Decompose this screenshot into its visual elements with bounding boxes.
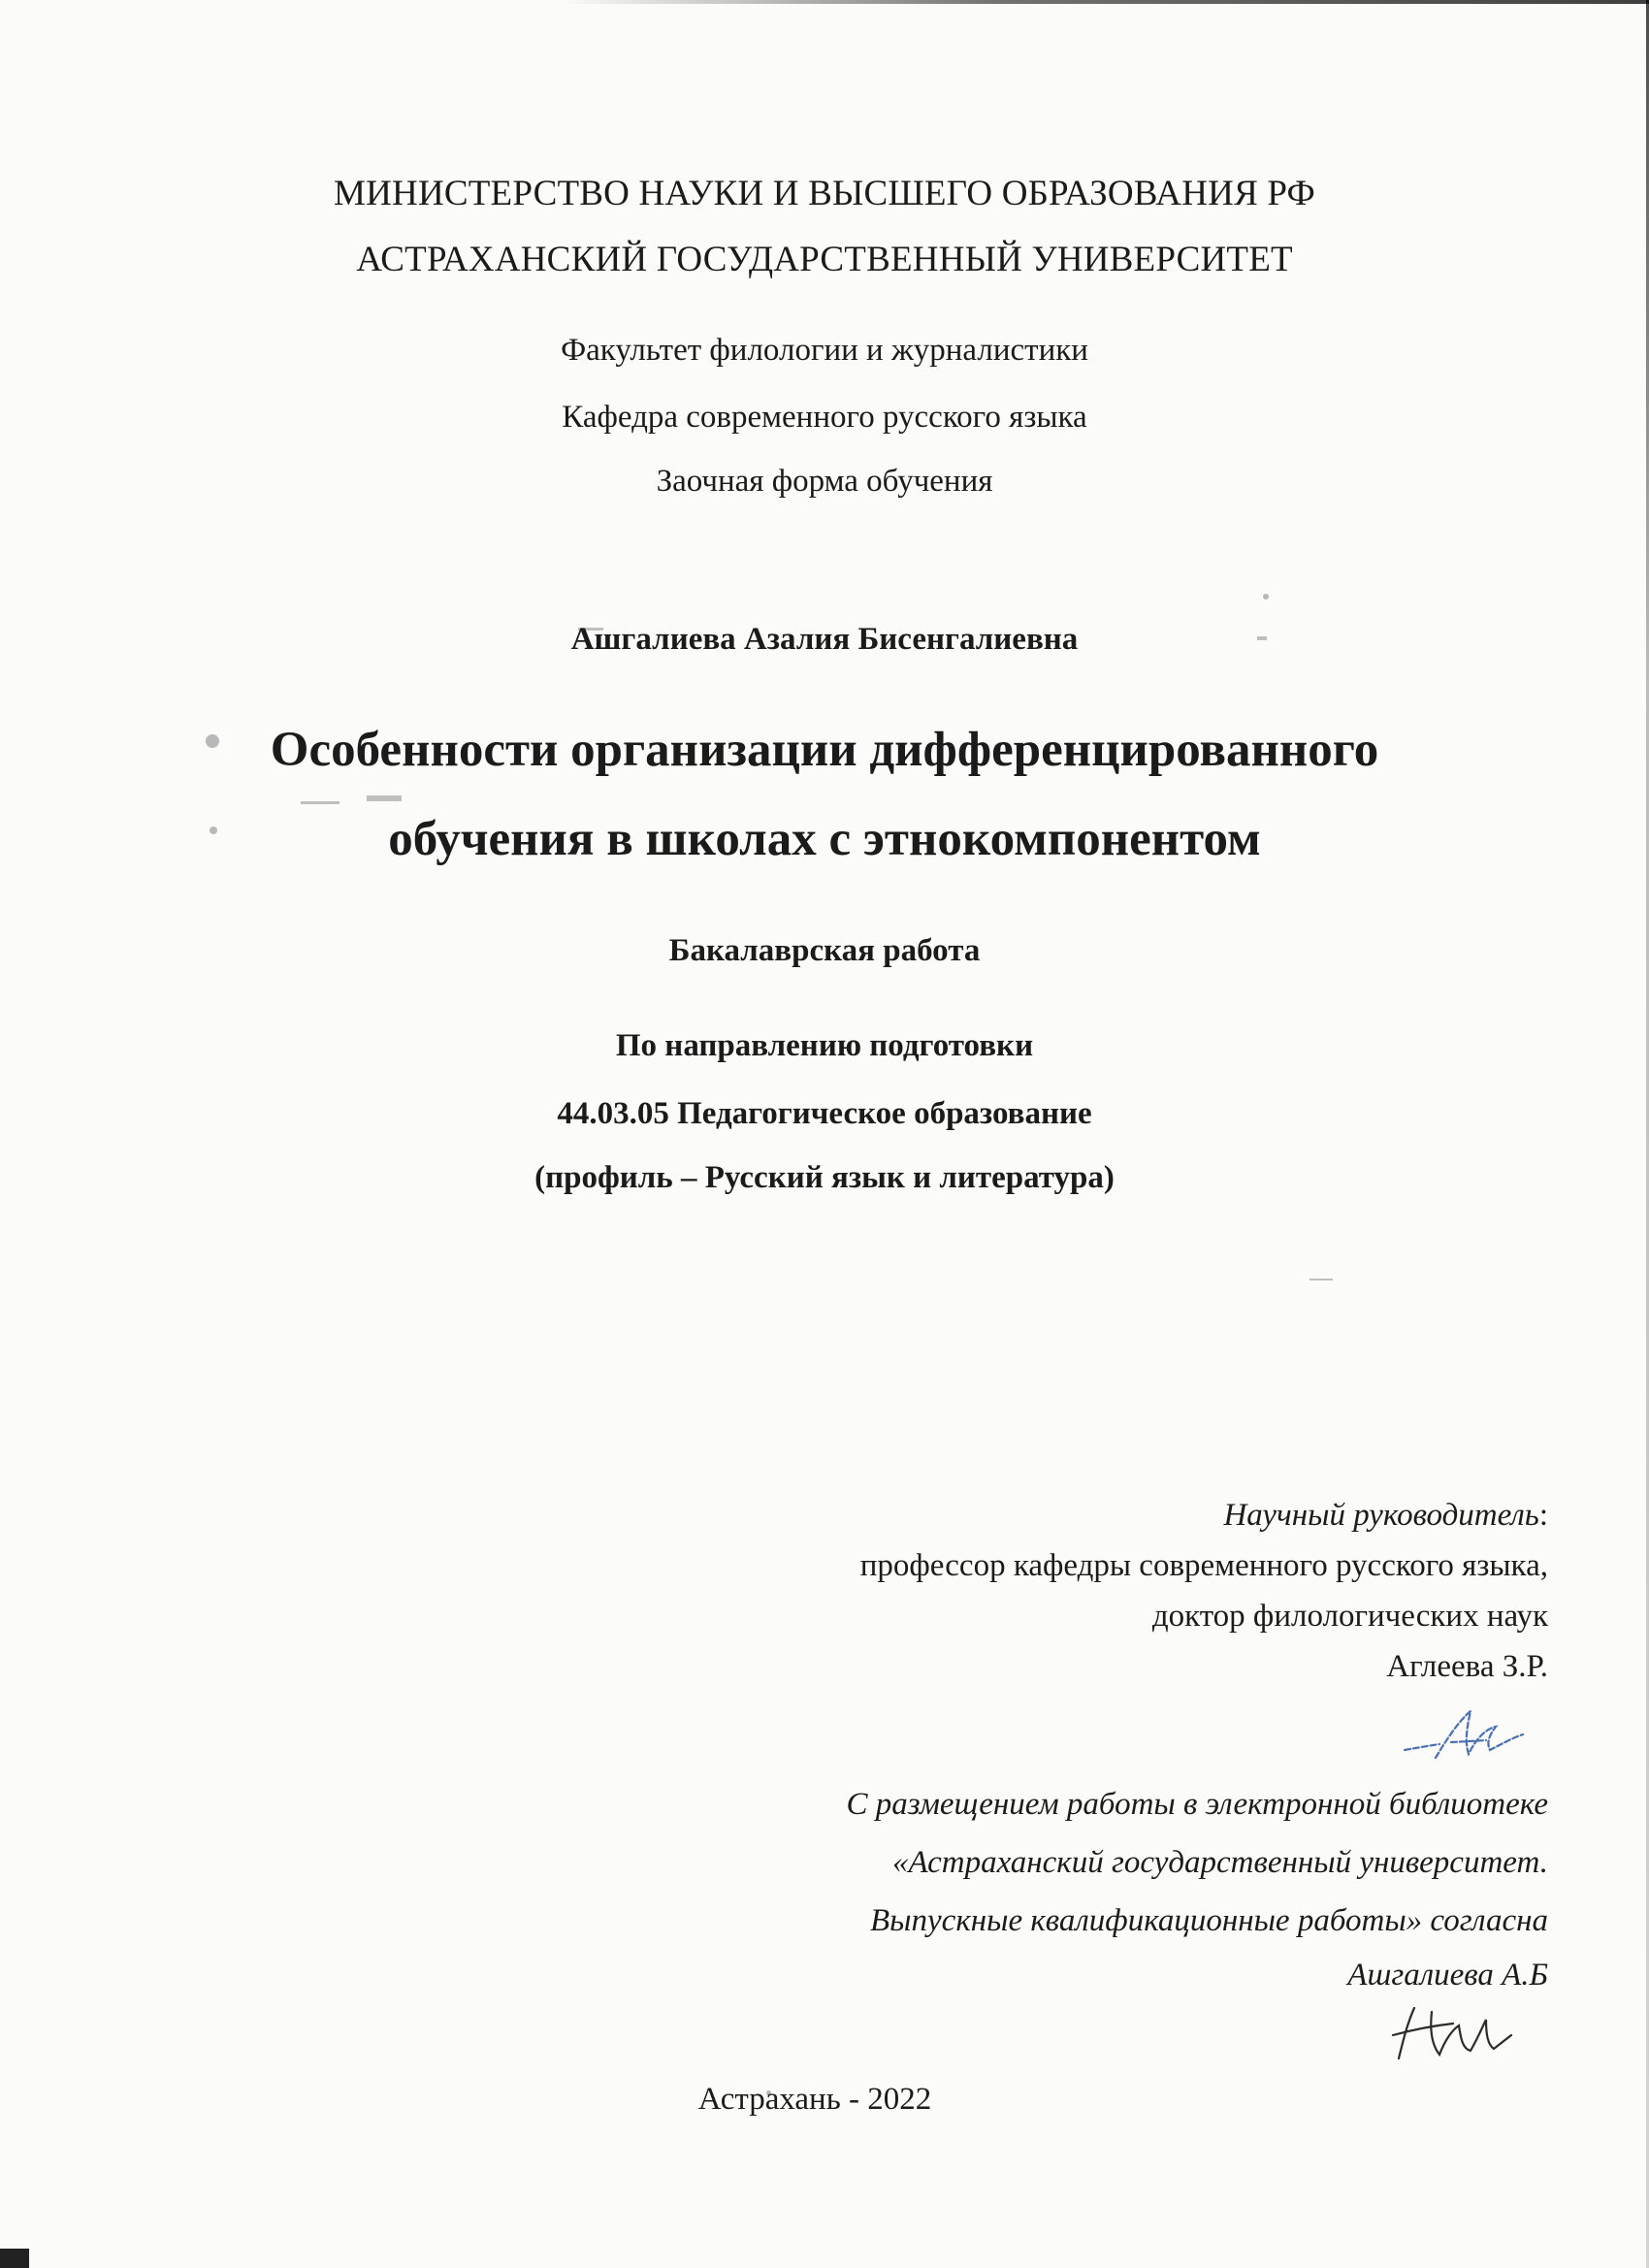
supervisor-label-text: Научный руководитель [1223, 1498, 1539, 1533]
scan-speck [1310, 1279, 1333, 1280]
author-signature [1385, 1991, 1540, 2068]
ministry-heading: МИНИСТЕРСТВО НАУКИ И ВЫСШЕГО ОБРАЗОВАНИЯ РФ [334, 174, 1315, 213]
scan-speck [1263, 594, 1269, 599]
supervisor-label-colon: : [1538, 1498, 1548, 1533]
direction-label: По направлению подготовки [615, 1028, 1034, 1063]
scan-edge-bottom [0, 2249, 29, 2268]
scan-speck [301, 801, 340, 804]
thesis-title-line-1: Особенности организации дифференцированного [270, 723, 1379, 777]
direction-profile: (профиль – Русский язык и литература) [534, 1160, 1115, 1195]
consent-line-3: Выпускные квалификационные работы» согласна [870, 1903, 1548, 1938]
consent-name: Ашгалиева А.Б [1347, 1958, 1548, 1993]
supervisor-position: профессор кафедры современного русского языка, [859, 1548, 1548, 1583]
city-year: Астрахань - 2022 [697, 2082, 932, 2117]
consent-line-1: С размещением работы в электронной библиотеке [846, 1787, 1548, 1822]
thesis-title-line-2: обучения в школах с этнокомпонентом [388, 812, 1261, 866]
supervisor-label [1223, 1498, 1548, 1534]
university-heading: АСТРАХАНСКИЙ ГОСУДАРСТВЕННЫЙ УНИВЕРСИТЕТ [356, 240, 1293, 279]
consent-line-2: «Астраханский государственный университет. [891, 1845, 1548, 1880]
author-name: Ашгалиева Азалия Бисенгалиевна [570, 622, 1079, 657]
study-form-line: Заочная форма обучения [656, 464, 993, 499]
faculty-line: Факультет филологии и журналистики [561, 333, 1088, 368]
scan-edge-top [563, 0, 1649, 4]
department-line: Кафедра современного русского языка [562, 400, 1087, 435]
supervisor-signature [1397, 1700, 1533, 1777]
work-type: Бакалаврская работа [668, 933, 981, 968]
scan-speck [367, 795, 402, 801]
supervisor-degree: доктор филологических наук [1151, 1599, 1548, 1634]
supervisor-name: Аглеева З.Р. [1386, 1649, 1548, 1684]
direction-code: 44.03.05 Педагогическое образование [557, 1096, 1092, 1131]
